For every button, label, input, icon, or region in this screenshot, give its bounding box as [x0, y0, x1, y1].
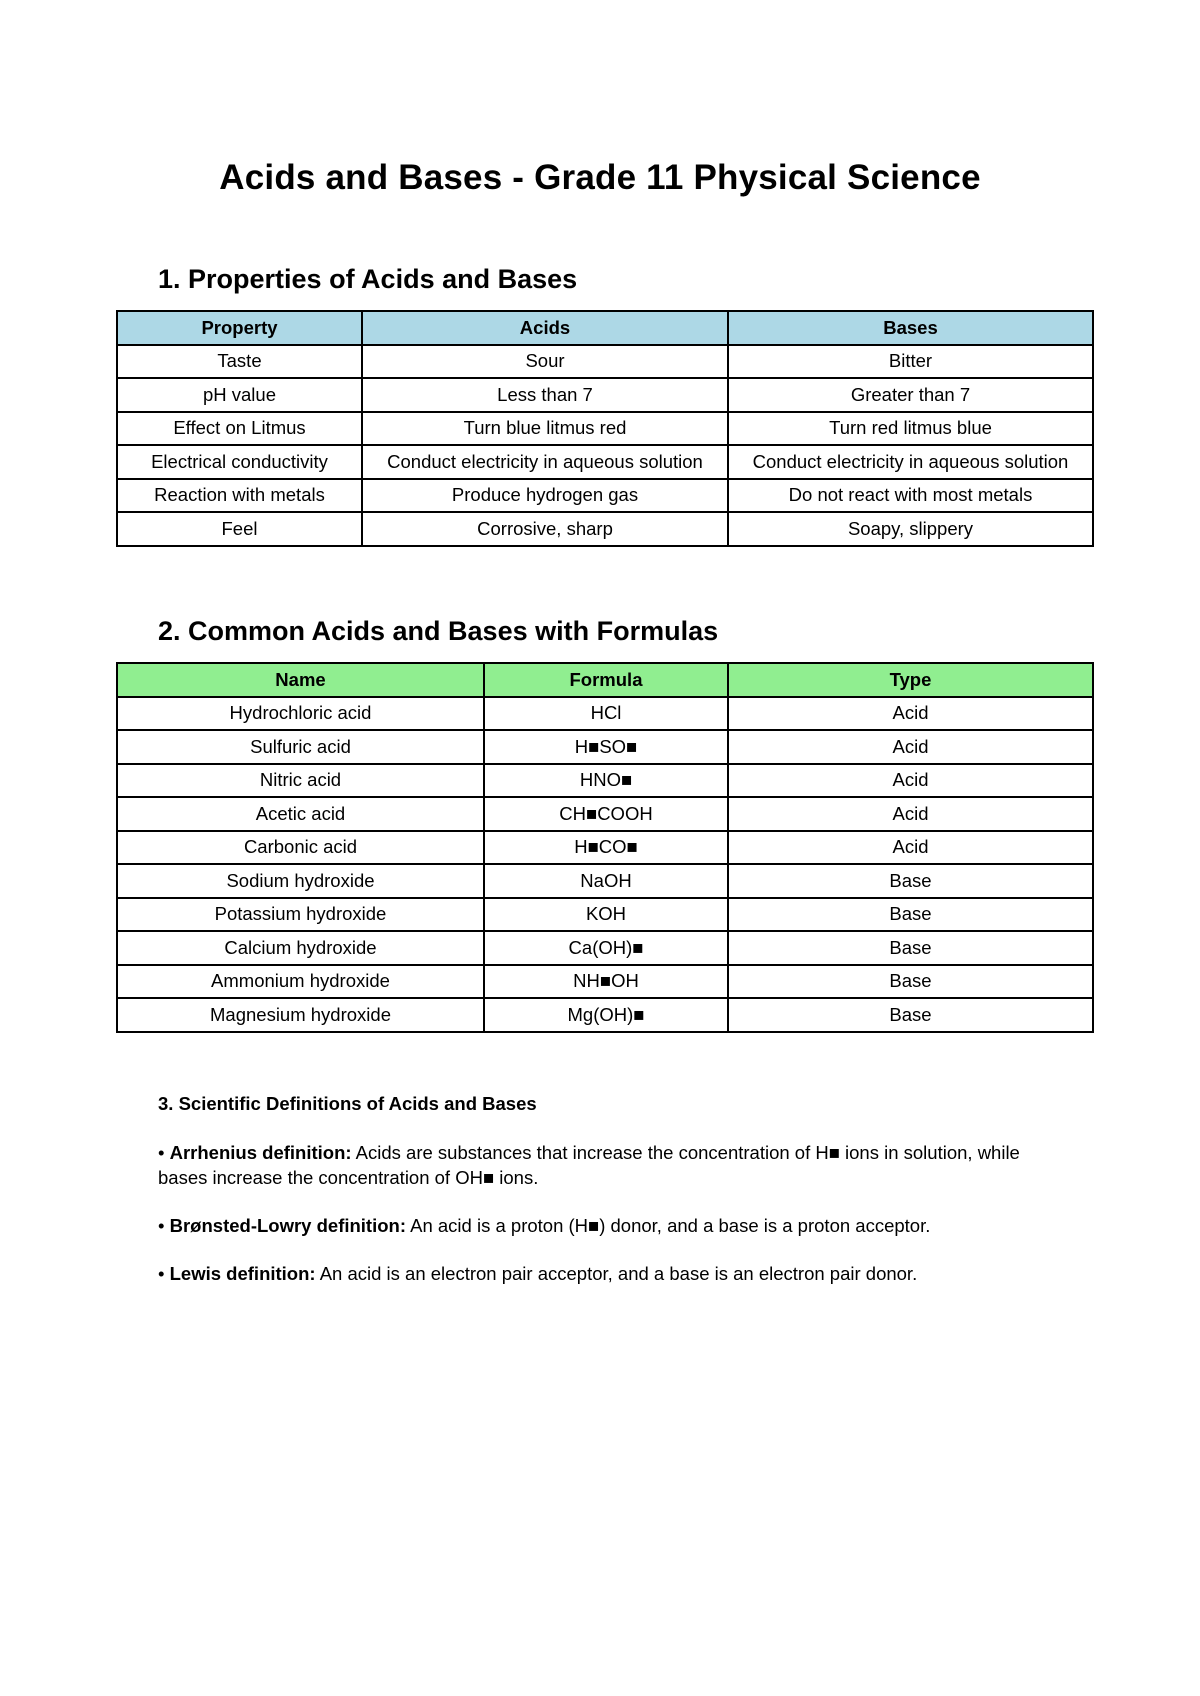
- table-row: [117, 831, 1093, 865]
- table-cell: Potassium hydroxide: [117, 898, 484, 932]
- table-cell: KOH: [484, 898, 728, 932]
- table-cell: Sulfuric acid: [117, 730, 484, 764]
- section-heading-definitions: 3. Scientific Definitions of Acids and Bases: [158, 1093, 537, 1114]
- table-cell: Base: [728, 998, 1093, 1032]
- table-cell: Less than 7: [362, 378, 728, 412]
- table-cell: Sour: [362, 345, 728, 379]
- formulas-table: [116, 662, 1094, 1033]
- table-cell: NaOH: [484, 864, 728, 898]
- table-row: [117, 730, 1093, 764]
- table-cell: Taste: [117, 345, 362, 379]
- table-cell: Acid: [728, 730, 1093, 764]
- table-row: [117, 898, 1093, 932]
- table-cell: Acid: [728, 764, 1093, 798]
- table-row: [117, 445, 1093, 479]
- table-cell: Soapy, slippery: [728, 512, 1093, 546]
- table-cell: Base: [728, 931, 1093, 965]
- table-row: [117, 345, 1093, 379]
- table-row: [117, 864, 1093, 898]
- table-cell: Ammonium hydroxide: [117, 965, 484, 999]
- table-cell: Acid: [728, 797, 1093, 831]
- table-cell: Mg(OH)■: [484, 998, 728, 1032]
- table-cell: pH value: [117, 378, 362, 412]
- bullet: •: [158, 1215, 165, 1236]
- table-header-row: [117, 663, 1093, 697]
- definition-text: An acid is an electron pair acceptor, and a base is an electron pair donor.: [319, 1263, 918, 1284]
- table-cell: Turn red litmus blue: [728, 412, 1093, 446]
- table-cell: CH■COOH: [484, 797, 728, 831]
- table-cell: Effect on Litmus: [117, 412, 362, 446]
- section-heading-formulas: 2. Common Acids and Bases with Formulas: [158, 616, 719, 646]
- table-cell: Acetic acid: [117, 797, 484, 831]
- table-cell: Corrosive, sharp: [362, 512, 728, 546]
- definition-arrhenius: [158, 1140, 1038, 1190]
- table-cell: Reaction with metals: [117, 479, 362, 513]
- table-cell: Bitter: [728, 345, 1093, 379]
- page-title: Acids and Bases - Grade 11 Physical Science: [219, 158, 981, 197]
- table-cell: Calcium hydroxide: [117, 931, 484, 965]
- table-cell: Magnesium hydroxide: [117, 998, 484, 1032]
- definition-text: An acid is a proton (H■) donor, and a base is a proton acceptor.: [410, 1215, 931, 1236]
- definition-term: Lewis definition:: [169, 1263, 316, 1284]
- table-header-row: [117, 311, 1093, 345]
- column-header-bases: Bases: [728, 311, 1093, 345]
- table-row: [117, 998, 1093, 1032]
- table-cell: Ca(OH)■: [484, 931, 728, 965]
- column-header-name: Name: [117, 663, 484, 697]
- table-row: [117, 479, 1093, 513]
- definition-lewis: [158, 1261, 1038, 1286]
- column-header-acids: Acids: [362, 311, 728, 345]
- table-cell: Acid: [728, 831, 1093, 865]
- bullet: •: [158, 1263, 165, 1284]
- table-cell: Produce hydrogen gas: [362, 479, 728, 513]
- table-row: [117, 412, 1093, 446]
- table-cell: Base: [728, 864, 1093, 898]
- table-row: [117, 931, 1093, 965]
- table-cell: Base: [728, 898, 1093, 932]
- table-row: [117, 512, 1093, 546]
- table-cell: Hydrochloric acid: [117, 697, 484, 731]
- table-cell: Nitric acid: [117, 764, 484, 798]
- table-row: [117, 797, 1093, 831]
- table-row: [117, 764, 1093, 798]
- table-cell: Turn blue litmus red: [362, 412, 728, 446]
- table-cell: NH■OH: [484, 965, 728, 999]
- table-cell: Carbonic acid: [117, 831, 484, 865]
- section-heading-properties: 1. Properties of Acids and Bases: [158, 264, 578, 294]
- table-cell: Sodium hydroxide: [117, 864, 484, 898]
- table-row: [117, 697, 1093, 731]
- table-cell: HCl: [484, 697, 728, 731]
- table-row: [117, 965, 1093, 999]
- table-cell: Acid: [728, 697, 1093, 731]
- definition-text: Acids are substances that increase the concentration of H■ ions in solution, while bases increase the concentration of OH■ ions.: [158, 1142, 1020, 1188]
- table-cell: Base: [728, 965, 1093, 999]
- table-cell: H■SO■: [484, 730, 728, 764]
- definition-term: Arrhenius definition:: [169, 1142, 352, 1163]
- column-header-property: Property: [117, 311, 362, 345]
- table-cell: H■CO■: [484, 831, 728, 865]
- column-header-type: Type: [728, 663, 1093, 697]
- properties-table: [116, 310, 1094, 547]
- table-row: [117, 378, 1093, 412]
- definition-term: Brønsted-Lowry definition:: [169, 1215, 406, 1236]
- column-header-formula: Formula: [484, 663, 728, 697]
- table-cell: Electrical conductivity: [117, 445, 362, 479]
- table-cell: Do not react with most metals: [728, 479, 1093, 513]
- table-cell: Conduct electricity in aqueous solution: [362, 445, 728, 479]
- table-cell: Feel: [117, 512, 362, 546]
- table-cell: Greater than 7: [728, 378, 1093, 412]
- bullet: •: [158, 1142, 165, 1163]
- table-cell: HNO■: [484, 764, 728, 798]
- definition-bronsted-lowry: [158, 1213, 1038, 1238]
- table-cell: Conduct electricity in aqueous solution: [728, 445, 1093, 479]
